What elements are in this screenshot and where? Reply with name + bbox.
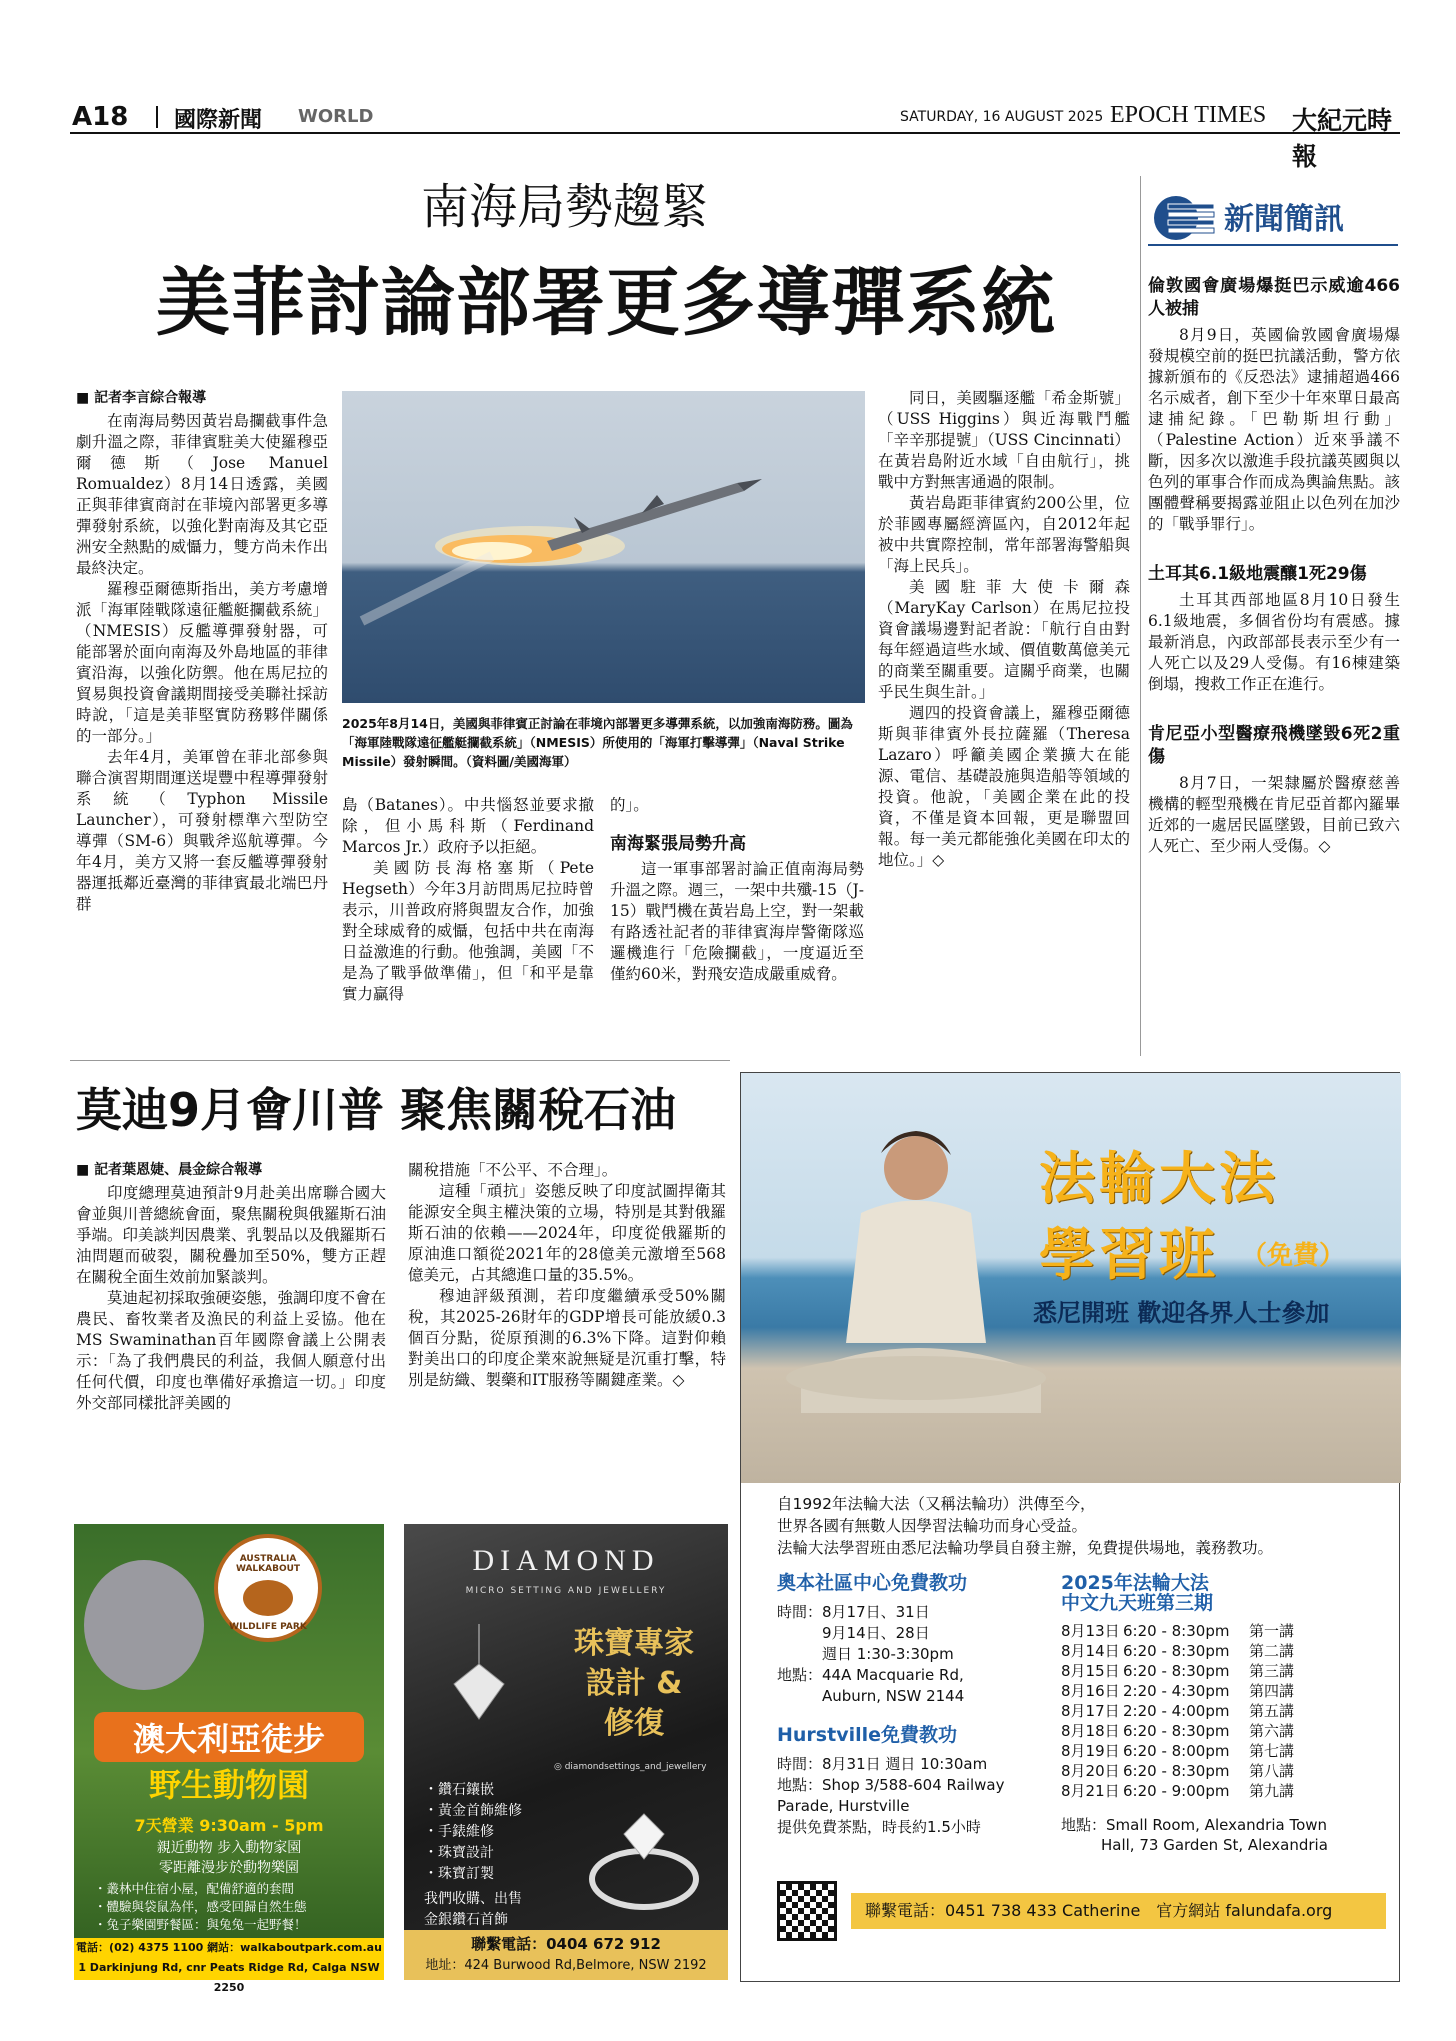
- brief-headline-2: 土耳其6.1級地震釀1死29傷: [1148, 564, 1367, 584]
- schedule-date: 8月13日: [1061, 1622, 1120, 1640]
- article-headline: 美菲討論部署更多導彈系統: [156, 260, 1056, 346]
- diamond-contact: 聯繫電話：0404 672 912 地址：424 Burwood Rd,Belmore, NSW 2192: [404, 1930, 728, 1980]
- schedule-date: 8月20日: [1061, 1762, 1120, 1780]
- main-article-col2: 島（Batanes）。中共惱怒並要求撤除，但小馬科斯（Ferdinand Marcos Jr.）政府予以拒絕。 美國防長海格塞斯（Pete Hegseth）今年3月訪問馬尼拉時曾表示，川普政府將與盟友合作，加強對全球威脅的威懾，包括中共在南海日益激進的行動。他強調，美國「不是為了戰爭做準備」，但「和平是靠實力贏得: [342, 796, 594, 1003]
- walkabout-badge: AUSTRALIA WALKABOUT WILDLIFE PARK: [214, 1534, 322, 1642]
- schedule-talk: 第六講: [1249, 1722, 1295, 1740]
- koala-figure: [84, 1560, 204, 1690]
- schedule-talk: 第九講: [1249, 1782, 1295, 1800]
- brief-body-3: 8月7日，一架隸屬於醫療慈善機構的輕型飛機在肯尼亞首都內羅畢近郊的一處居民區墜毀，目前已致六人死亡、至少兩人受傷。◇: [1148, 774, 1400, 855]
- modi-col1: ■ 記者葉恩婕、晨金綜合報導 印度總理莫迪預計9月赴美出席聯合國大會並與川普總統會面，聚焦關稅與俄羅斯石油爭端。印美談判因農業、乳製品以及俄羅斯石油問題而破裂，關稅疊加至50%，雙方正趕在關稅全面生效前加緊談判。 莫迪起初採取強硬姿態，強調印度不會在農民、畜牧業者及漁民的利益上妥協。他在MS Swaminathan百年國際會議上公開表示：「為了我們農民的利益，我個人願意付出任何代價，印度也準備好承擔這一切。」印度外交部同樣批評美國的: [76, 1162, 387, 1412]
- walkabout-hand-1: 親近動物 步入動物家園: [156, 1840, 302, 1856]
- hurstville-heading: Hurstville免費教功: [777, 1724, 957, 1746]
- schedule-talk: 第八講: [1249, 1762, 1295, 1780]
- modi-byline: ■ 記者葉恩婕、晨金綜合報導: [76, 1162, 263, 1178]
- qr-code: [777, 1881, 837, 1941]
- venue: 地點：Small Room, Alexandria Town: [1061, 1816, 1328, 1834]
- meditation-photo: [741, 1073, 1401, 1483]
- schedule-row: [1061, 1701, 1391, 1721]
- masthead-en: EPOCH TIMES: [1110, 102, 1267, 128]
- walkabout-ad: [74, 1524, 384, 1994]
- schedule-row: [1061, 1761, 1391, 1781]
- schedule-row: [1061, 1781, 1391, 1801]
- diamond-ad: [404, 1524, 728, 1980]
- schedule-time: 2:20 - 4:30pm: [1123, 1682, 1230, 1700]
- nine-day-class: [1061, 1573, 1391, 1855]
- schedule-date: 8月15日: [1061, 1662, 1120, 1680]
- schedule-time: 6:20 - 8:30pm: [1123, 1762, 1230, 1780]
- schedule-time: 6:20 - 8:30pm: [1123, 1642, 1230, 1660]
- masthead-zh: 大紀元時報: [1292, 106, 1393, 171]
- nine-day-heading-1: 2025年法輪大法: [1061, 1572, 1209, 1594]
- section-title: 國際新聞: [174, 108, 263, 133]
- auburn-heading: 奧本社區中心免費教功: [777, 1572, 968, 1594]
- diamond-services: ・鑽石鑲嵌 ・黃金首飾維修 ・手錶維修 ・珠寶設計 ・珠寶訂製 我們收購、出售 金銀鑽石首飾: [424, 1782, 522, 1928]
- schedule-row: [1061, 1721, 1391, 1741]
- schedule-talk: 第七講: [1249, 1742, 1295, 1760]
- briefs-title: 新聞簡訊: [1224, 202, 1344, 237]
- diamond-tagline: MICRO SETTING AND JEWELLERY: [465, 1586, 667, 1596]
- diamond-logo: DIAMOND: [472, 1544, 660, 1577]
- section-title-en: WORLD: [298, 106, 374, 127]
- schedule-talk: 第五講: [1249, 1702, 1295, 1720]
- auburn-class: 奧本社區中心免費教功 時間：8月17日、31日 9月14日、28日 週日 1:30-3:30pm 地點：44A Macquarie Rd, Auburn, NSW 2144 Hurstville免費教功 時間：8月31日 週日 10:30am 地點：Shop 3/588-604 Railway Parade, Hurstville 提供免費茶點，時長約1.5小時: [777, 1573, 1057, 1838]
- diamond-instagram: ◎ diamondsettings_and_jewellery: [554, 1762, 707, 1772]
- brief-header: [1148, 184, 1398, 246]
- schedule-row: [1061, 1641, 1391, 1661]
- schedule-talk: 第三講: [1249, 1662, 1295, 1680]
- brief-body-2: 土耳其西部地區8月10日發生6.1級地震，多個省份均有震感。據最新消息，內政部部長表示至少有一人死亡以及29人受傷。有16棟建築倒塌，搜救工作正在進行。: [1148, 591, 1400, 693]
- main-byline: ■ 記者李言綜合報導: [76, 390, 207, 406]
- section-divider: [70, 1060, 730, 1061]
- venue-2: Hall, 73 Garden St, Alexandria: [1101, 1836, 1328, 1854]
- brief-headline-1: 倫敦國會廣場爆挺巴示威逾466人被捕: [1148, 276, 1400, 319]
- walkabout-title-2: 野生動物園: [148, 1766, 309, 1804]
- column-divider: [1140, 176, 1141, 1056]
- schedule-talk: 第一講: [1249, 1622, 1295, 1640]
- walkabout-contact: 電話：(02) 4375 1100 網站：walkaboutpark.com.au 1 Darkinjung Rd, cnr Peats Ridge Rd, Calga NSW 2250: [74, 1938, 384, 1980]
- page-header: [70, 100, 1400, 171]
- schedule-row: [1061, 1741, 1391, 1761]
- instagram-icon: ◎: [554, 1762, 565, 1772]
- nine-day-heading-2: 中文九天班第三期: [1061, 1592, 1214, 1614]
- schedule-date: 8月19日: [1061, 1742, 1120, 1760]
- diamond-title: 珠寶專家 設計 & 修復: [574, 1626, 694, 1741]
- main-article-col1: ■ 記者李言綜合報導 在南海局勢因黃岩島攔截事件急劇升溫之際，菲律賓駐美大使羅穆亞爾德斯（Jose Manuel Romualdez）8月14日透露，美國正與菲律賓商討在菲境內部署更多導彈發射系統，以強化對南海及其它亞洲安全熱點的威懾力，雙方尚未作出最終決定。 羅穆亞爾德斯指出，美方考慮增派「海軍陸戰隊遠征艦艇攔截系統」（NMESIS）反艦導彈發射器，可能部署於面向南海及外島地區的菲律賓沿海，以強化防禦。他在馬尼拉的貿易與投資會議期間接受美聯社採訪時說，「這是美菲堅實防務夥伴關係的一部分。」 去年4月，美軍曾在菲北部參與聯合演習期間運送堤豐中程導彈發射系統（Typhon Missile Launcher），可發射標準六型防空導彈（SM-6）與戰斧巡航導彈。今年4月，美方又將一套反艦導彈發射器運抵鄰近臺灣的菲律賓最北端巴丹群: [76, 390, 328, 913]
- modi-headline: 莫迪9月會川普 聚焦關稅石油: [76, 1083, 677, 1137]
- falun-free: （免費）: [1241, 1241, 1346, 1271]
- schedule-row: [1061, 1621, 1391, 1641]
- schedule-date: 8月21日: [1061, 1782, 1120, 1800]
- walkabout-hand-2: 零距離漫步於動物樂園: [159, 1860, 299, 1876]
- schedule-talk: 第四講: [1249, 1682, 1295, 1700]
- schedule-row: [1061, 1661, 1391, 1681]
- schedule-date: 8月16日: [1061, 1682, 1120, 1700]
- schedule-date: 8月14日: [1061, 1642, 1120, 1660]
- walkabout-title-1: 澳大利亞徒步: [94, 1712, 364, 1762]
- falun-title-1: 法輪大法: [1039, 1147, 1279, 1212]
- article-subhead: 南海緊張局勢升高: [610, 834, 746, 854]
- issue-date: SATURDAY, 16 AUGUST 2025: [900, 109, 1104, 125]
- schedule-table: [1061, 1621, 1391, 1801]
- pendant-icon: [434, 1624, 524, 1724]
- modi-col2: 關稅措施「不公平、不合理」。 這種「頑抗」姿態反映了印度試圖捍衛其能源安全與主權決策的立場，特別是其對俄羅斯石油的依賴——2024年，印度從俄羅斯的原油進口額從2021年的28億美元激增至568億美元，占其總進口量的35.5%。 穆迪評級預測，若印度繼續承受50%關稅，其2025-26財年的GDP增長可能放緩0.3個百分點，從原預測的6.3%下降。這對仰賴對美出口的印度企業來說無疑是沉重打擊，特別是紡織、製藥和IT服務等關鍵產業。◇: [408, 1161, 726, 1389]
- schedule-time: 6:20 - 8:30pm: [1123, 1722, 1230, 1740]
- page-number: A18: [72, 102, 129, 132]
- walkabout-hours: 7天營業 9:30am - 5pm: [134, 1816, 324, 1835]
- brief-headline-3: 肯尼亞小型醫療飛機墜毀6死2重傷: [1148, 724, 1400, 767]
- falun-dafa-ad: [740, 1072, 1400, 1982]
- falun-subtitle: 悉尼開班 歡迎各界人士參加: [1033, 1299, 1330, 1327]
- schedule-date: 8月18日: [1061, 1722, 1120, 1740]
- schedule-time: 6:20 - 9:00pm: [1123, 1782, 1230, 1800]
- briefs-icon: [1148, 192, 1216, 242]
- walkabout-bullets: ・叢林中住宿小屋，配備舒適的套間 ・體驗與袋鼠為伴，感受回歸自然生態 ・兔子樂園野餐區：與兔兔一起野餐！: [94, 1881, 307, 1932]
- schedule-time: 2:20 - 4:00pm: [1123, 1702, 1230, 1720]
- header-divider: [156, 106, 158, 128]
- schedule-date: 8月17日: [1061, 1702, 1120, 1720]
- main-article-col3: 的」。 南海緊張局勢升高 這一軍事部署討論正值南海局勢升溫之際。週三，一架中共殲-15（J-15）戰鬥機在黃岩島上空，對一架載有路透社記者的菲律賓海岸警衛隊巡邏機進行「危險攔截」，一度逼近至僅約60米，對飛安造成嚴重威脅。: [610, 796, 864, 983]
- schedule-time: 6:20 - 8:00pm: [1123, 1742, 1230, 1760]
- missile-image: [342, 391, 865, 703]
- falun-intro: 自1992年法輪大法（又稱法輪功）洪傳至今， 世界各國有無數人因學習法輪功而身心受益。 法輪大法學習班由悉尼法輪功學員自發主辦，免費提供場地，義務教功。: [777, 1495, 1274, 1557]
- brief-body-1: 8月9日，英國倫敦國會廣場爆發規模空前的挺巴抗議活動，警方依據新頒布的《反恐法》逮捕超過466名示威者，創下至少十年來單日最高逮捕紀錄。「巴勒斯坦行動」（Palestine Action）近來爭議不斷，因多次以激進手段抗議英國與以色列的軍事合作而成為輿論焦點。該團體聲稱要揭露並阻止以色列在加沙的「戰爭罪行」。: [1148, 326, 1400, 533]
- schedule-time: 6:20 - 8:30pm: [1123, 1622, 1230, 1640]
- briefs-column: [1148, 275, 1400, 857]
- main-article-col4: 同日，美國驅逐艦「希金斯號」（USS Higgins）與近海戰鬥艦「辛辛那提號」（USS Cincinnati）在黃岩島附近水域「自由航行」，挑戰中方對無害通過的限制。 黃岩島距菲律賓約200公里，位於菲國專屬經濟區內，自2012年起被中共實際控制，常年部署海警船與「海上民兵」。 美國駐菲大使卡爾森（MaryKay Carlson）在馬尼拉投資會議場邊對記者說：「航行自由對每年經過這些水域、價值數萬億美元的商業至關重要。這關乎商業，也關乎民生與生計。」 週四的投資會議上，羅穆亞爾德斯與菲律賓外長拉薩羅（Theresa Lazaro）呼籲美國企業擴大在能源、電信、基礎設施與造船等領域的投資。他說，「美國企業在此的投資，不僅是資本回報，更是聯盟回報。每一美元都能強化美國在印太的地位。」◇: [878, 389, 1130, 869]
- schedule-row: [1061, 1681, 1391, 1701]
- schedule-time: 6:20 - 8:30pm: [1123, 1662, 1230, 1680]
- schedule-talk: 第二講: [1249, 1642, 1295, 1660]
- ring-icon: [584, 1804, 704, 1914]
- photo-caption: 2025年8月14日，美國與菲律賓正討論在菲境內部署更多導彈系統，以加強南海防務。圖為「海軍陸戰隊遠征艦艇攔截系統」（NMESIS）所使用的「海軍打擊導彈」（Naval Strike Missile）發射瞬間。（資料圖/美國海軍）: [342, 716, 853, 769]
- article-kicker: 南海局勢趨緊: [420, 179, 709, 235]
- falun-contact-bar: 聯繫電話：0451 738 433 Catherine 官方網站 falundafa.org: [851, 1893, 1386, 1929]
- missile-photo: [342, 391, 865, 703]
- falun-title-2: 學習班: [1039, 1223, 1219, 1288]
